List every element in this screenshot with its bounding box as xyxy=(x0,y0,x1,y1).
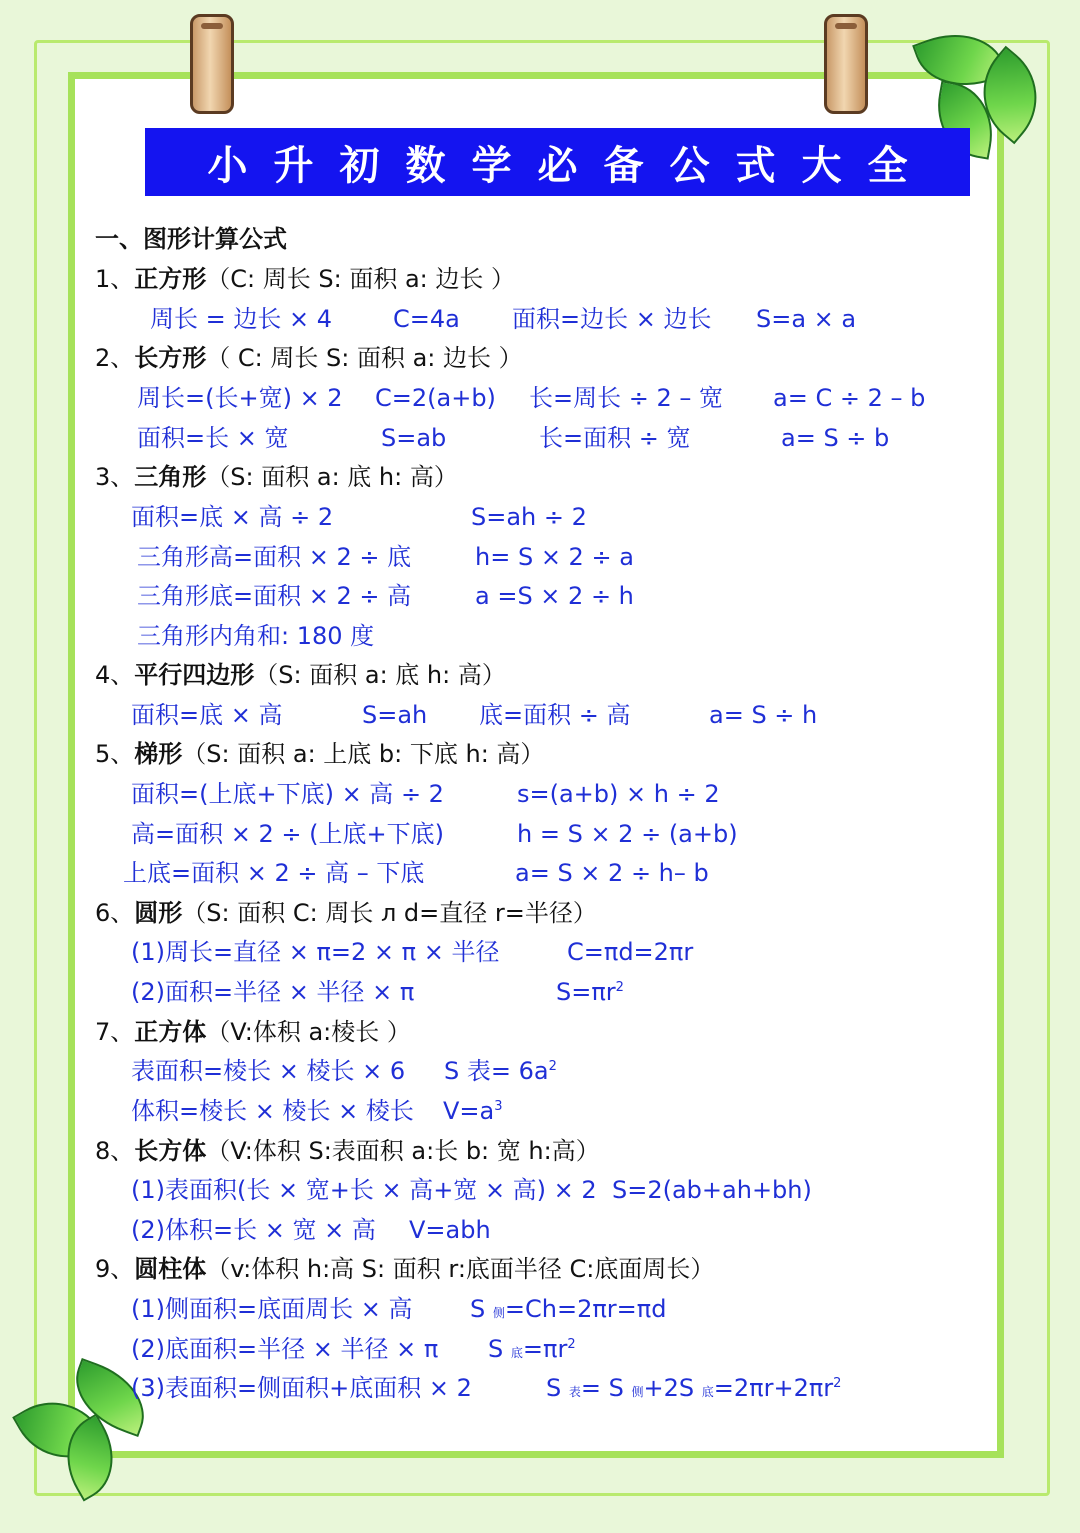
formula-text: (3)表面积=侧面积+底面积 × 2 xyxy=(131,1374,472,1402)
formula-text xyxy=(556,977,624,1007)
variable-legend: （S: 面积 a: 上底 b: 下底 h: 高） xyxy=(182,740,545,768)
formula-text: S=ab xyxy=(381,424,447,452)
formula-text xyxy=(470,1294,666,1324)
item-number: 4、 xyxy=(95,661,135,689)
formula-text: (1)侧面积=底面周长 × 高 xyxy=(131,1295,413,1323)
formula-text: a= S ÷ h xyxy=(709,701,818,729)
formula-part: S xyxy=(488,1335,511,1363)
shape-name: 正方体 xyxy=(134,1018,207,1046)
variable-legend: （C: 周长 S: 面积 a: 边长 ） xyxy=(206,265,516,293)
formula-text: (2)底面积=半径 × 半径 × π xyxy=(131,1335,439,1363)
formula-text: 三角形底=面积 × 2 ÷ 高 xyxy=(137,582,412,610)
formula-text: 高=面积 × 2 ÷ (上底+下底) xyxy=(131,820,444,848)
formula-text: C=πd=2πr xyxy=(567,938,694,966)
shape-name: 正方形 xyxy=(134,265,207,293)
variable-legend: （S: 面积 a: 底 h: 高） xyxy=(254,661,506,689)
formula-text xyxy=(443,1096,503,1126)
item-9-heading xyxy=(95,1254,714,1284)
formula-text: 体积=棱长 × 棱长 × 棱长 xyxy=(131,1097,414,1125)
item-5-heading xyxy=(95,739,544,769)
formula-text: a= C ÷ 2 – b xyxy=(773,384,926,412)
formula-text: a= S ÷ b xyxy=(781,424,890,452)
item-8-heading xyxy=(95,1136,600,1166)
formula-text: a =S × 2 ÷ h xyxy=(475,582,634,610)
formula-text: (1)周长=直径 × π=2 × π × 半径 xyxy=(131,938,500,966)
exponent: 2 xyxy=(567,1337,576,1352)
variable-legend: （S: 面积 C: 周长 л d=直径 r=半径） xyxy=(182,899,597,927)
formula-text: S=ah xyxy=(362,701,428,729)
item-number: 7、 xyxy=(95,1018,135,1046)
formula-text: C=2(a+b) xyxy=(375,384,496,412)
item-number: 5、 xyxy=(95,740,135,768)
shape-name: 圆形 xyxy=(134,899,183,927)
formula-text: (2)面积=半径 × 半径 × π xyxy=(131,978,415,1006)
shape-name: 长方体 xyxy=(134,1137,207,1165)
formula-text xyxy=(488,1334,576,1364)
exponent: 2 xyxy=(833,1376,842,1391)
formula-part: =πr xyxy=(522,1335,568,1363)
formula-part: S=πr xyxy=(556,978,616,1006)
shape-name: 三角形 xyxy=(134,463,207,491)
variable-legend: （V:体积 a:棱长 ） xyxy=(206,1018,411,1046)
shape-name: 圆柱体 xyxy=(134,1255,207,1283)
formula-text: C=4a xyxy=(393,305,460,333)
formula-part: =2πr+2πr xyxy=(713,1374,834,1402)
formula-text: 底=面积 ÷ 高 xyxy=(479,701,631,729)
formula-text: S=2(ab+ah+bh) xyxy=(612,1176,812,1204)
formula-part: S xyxy=(546,1374,569,1402)
item-number: 3、 xyxy=(95,463,135,491)
shape-name: 梯形 xyxy=(134,740,183,768)
formula-text: V=abh xyxy=(409,1216,491,1244)
item-number: 6、 xyxy=(95,899,135,927)
page-title: 小升初数学必备公式大全 xyxy=(207,142,934,189)
formula-part: V=a xyxy=(443,1097,495,1125)
formula-text: S=ah ÷ 2 xyxy=(471,503,587,531)
subscript: 底 xyxy=(701,1385,714,1399)
formula-text: 表面积=棱长 × 棱长 × 6 xyxy=(131,1057,406,1085)
subscript: 侧 xyxy=(631,1385,644,1399)
formula-text: 长=周长 ÷ 2 – 宽 xyxy=(529,384,724,412)
formula-text: S=a × a xyxy=(756,305,857,333)
formula-text: 面积=底 × 高 xyxy=(131,701,283,729)
formula-text: 长=面积 ÷ 宽 xyxy=(539,424,691,452)
item-3-heading xyxy=(95,462,458,492)
formula-text: (1)表面积(长 × 宽+长 × 高+宽 × 高) × 2 xyxy=(131,1176,597,1204)
variable-legend: （ C: 周长 S: 面积 a: 边长 ） xyxy=(206,344,523,372)
section-heading: 一、图形计算公式 xyxy=(95,225,287,253)
variable-legend: （v:体积 h:高 S: 面积 r:底面半径 C:底面周长） xyxy=(206,1255,715,1283)
formula-text: s=(a+b) × h ÷ 2 xyxy=(517,780,720,808)
item-2-heading xyxy=(95,343,523,373)
exponent: 2 xyxy=(548,1059,557,1074)
formula-part: +2S xyxy=(643,1374,702,1402)
variable-legend: （S: 面积 a: 底 h: 高） xyxy=(206,463,458,491)
shape-name: 平行四边形 xyxy=(134,661,255,689)
formula-part: S 表= 6a xyxy=(444,1057,549,1085)
variable-legend: （V:体积 S:表面积 a:长 b: 宽 h:高） xyxy=(206,1137,600,1165)
item-number: 2、 xyxy=(95,344,135,372)
formula-text xyxy=(546,1373,841,1403)
formula-text: 面积=长 × 宽 xyxy=(137,424,289,452)
formula-text: 周长=(长+宽) × 2 xyxy=(137,384,343,412)
item-6-heading xyxy=(95,898,597,928)
item-number: 9、 xyxy=(95,1255,135,1283)
formula-text: 面积=边长 × 边长 xyxy=(512,305,712,333)
item-1-heading xyxy=(95,264,515,294)
formula-text: 周长 = 边长 × 4 xyxy=(150,305,333,333)
formula-text: h = S × 2 ÷ (a+b) xyxy=(517,820,738,848)
subscript: 表 xyxy=(568,1385,581,1399)
formula-text: 三角形内角和: 180 度 xyxy=(137,622,375,650)
formula-text: 面积=底 × 高 ÷ 2 xyxy=(131,503,334,531)
exponent: 3 xyxy=(494,1099,503,1114)
item-4-heading xyxy=(95,660,506,690)
formula-part: = S xyxy=(580,1374,632,1402)
item-number: 8、 xyxy=(95,1137,135,1165)
formula-part: =Ch=2πr=πd xyxy=(504,1295,667,1323)
item-number: 1、 xyxy=(95,265,135,293)
formula-text: a= S × 2 ÷ h– b xyxy=(515,859,709,887)
exponent: 2 xyxy=(615,980,624,995)
formula-part: S xyxy=(470,1295,493,1323)
formula-text: 面积=(上底+下底) × 高 ÷ 2 xyxy=(131,780,444,808)
subscript: 侧 xyxy=(492,1306,505,1320)
subscript: 底 xyxy=(510,1346,523,1360)
formula-text: 上底=面积 × 2 ÷ 高 – 下底 xyxy=(123,859,425,887)
formula-text xyxy=(444,1056,557,1086)
formula-text: (2)体积=长 × 宽 × 高 xyxy=(131,1216,376,1244)
formula-text: h= S × 2 ÷ a xyxy=(475,543,634,571)
shape-name: 长方形 xyxy=(134,344,207,372)
formula-text: 三角形高=面积 × 2 ÷ 底 xyxy=(137,543,412,571)
item-7-heading xyxy=(95,1017,411,1047)
